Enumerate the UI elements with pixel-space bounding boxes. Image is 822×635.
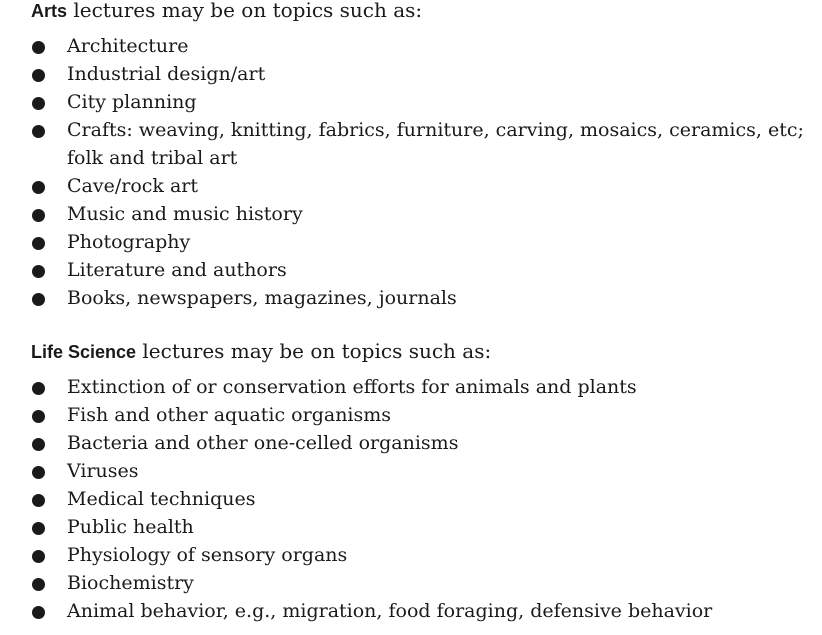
list-item [31, 284, 812, 312]
list-item-text: City planning [67, 91, 197, 113]
bullet-icon [32, 494, 45, 507]
list-item-text: Biochemistry [67, 572, 194, 594]
list-item [31, 373, 812, 401]
list-item-text: Literature and authors [67, 259, 287, 281]
arts-term: Arts [31, 1, 68, 21]
list-item [31, 541, 812, 569]
list-item-text: Industrial design/art [67, 63, 266, 85]
list-item-text: Music and music history [67, 203, 303, 225]
bullet-icon [32, 606, 45, 619]
list-item [31, 429, 812, 457]
list-item-text: Architecture [67, 35, 189, 57]
list-item [31, 172, 812, 200]
list-item-text: Bacteria and other one-celled organisms [67, 432, 459, 454]
list-item [31, 401, 812, 429]
list-item-text: Crafts: weaving, knitting, fabrics, furniture, carving, mosaics, ceramics, etc; folk and tribal art [67, 119, 804, 169]
list-item-text: Physiology of sensory organs [67, 544, 348, 566]
list-item [31, 88, 812, 116]
bullet-icon [32, 69, 45, 82]
bullet-icon [32, 410, 45, 423]
list-item [31, 228, 812, 256]
list-item [31, 457, 812, 485]
arts-section [31, 0, 812, 312]
list-item-text: Fish and other aquatic organisms [67, 404, 392, 426]
list-item [31, 485, 812, 513]
list-item [31, 513, 812, 541]
bullet-icon [32, 265, 45, 278]
list-item-text: Viruses [67, 460, 139, 482]
bullet-icon [32, 293, 45, 306]
life-science-topic-list [31, 373, 812, 625]
life-science-intro-text: lectures may be on topics such as: [136, 339, 492, 363]
bullet-icon [32, 125, 45, 138]
bullet-icon [32, 578, 45, 591]
list-item [31, 597, 812, 625]
bullet-icon [32, 522, 45, 535]
bullet-icon [32, 41, 45, 54]
list-item [31, 116, 812, 172]
bullet-icon [32, 237, 45, 250]
list-item-text: Cave/rock art [67, 175, 199, 197]
life-science-section [31, 337, 812, 625]
list-item [31, 569, 812, 597]
bullet-icon [32, 550, 45, 563]
bullet-icon [32, 466, 45, 479]
list-item-text: Photography [67, 231, 191, 253]
arts-intro-text: lectures may be on topics such as: [67, 0, 423, 22]
life-science-term: Life Science [31, 342, 137, 362]
bullet-icon [32, 181, 45, 194]
arts-topic-list [31, 32, 812, 312]
bullet-icon [32, 438, 45, 451]
arts-intro [31, 0, 812, 25]
list-item [31, 256, 812, 284]
list-item-text: Medical techniques [67, 488, 256, 510]
list-item [31, 200, 812, 228]
list-item [31, 32, 812, 60]
list-item-text: Animal behavior, e.g., migration, food foraging, defensive behavior [67, 600, 713, 622]
bullet-icon [32, 97, 45, 110]
list-item [31, 60, 812, 88]
list-item-text: Public health [67, 516, 194, 538]
bullet-icon [32, 382, 45, 395]
list-item-text: Extinction of or conservation efforts for animals and plants [67, 376, 637, 398]
list-item-text: Books, newspapers, magazines, journals [67, 287, 457, 309]
life-science-intro [31, 337, 812, 366]
bullet-icon [32, 209, 45, 222]
